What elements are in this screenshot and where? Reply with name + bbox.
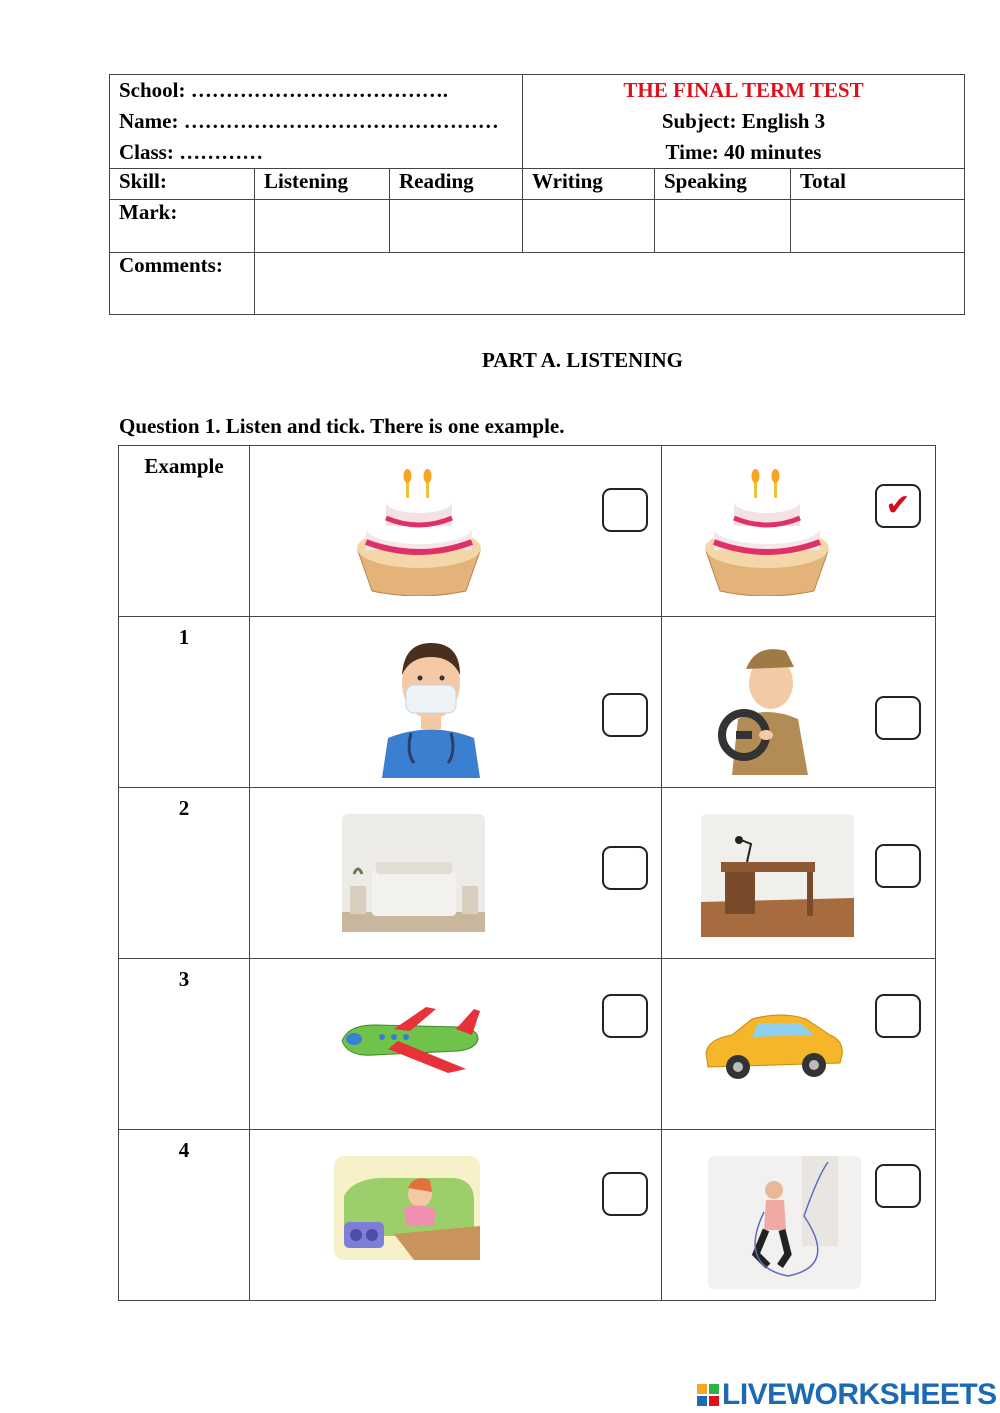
plane-icon bbox=[338, 1005, 484, 1077]
skill-reading: Reading bbox=[390, 169, 523, 200]
skill-listening: Listening bbox=[255, 169, 390, 200]
student-info-cell bbox=[110, 75, 523, 169]
table-row bbox=[119, 446, 936, 617]
liveworksheets-logo-icon bbox=[697, 1384, 719, 1406]
mark-label: Mark: bbox=[110, 200, 255, 253]
bedroom-icon bbox=[342, 814, 485, 932]
tick-box[interactable] bbox=[602, 693, 648, 737]
school-line: School: ………………………………. bbox=[119, 78, 449, 102]
birthday-cake-20-icon bbox=[696, 466, 838, 596]
tick-box[interactable] bbox=[875, 696, 921, 740]
mark-total[interactable] bbox=[791, 200, 965, 253]
tick-box[interactable] bbox=[875, 994, 921, 1038]
option-cell bbox=[250, 788, 662, 959]
subject: Subject: English 3 bbox=[661, 109, 826, 133]
table-row bbox=[119, 1130, 936, 1301]
option-cell bbox=[662, 959, 936, 1130]
tick-box[interactable] bbox=[602, 994, 648, 1038]
brand-name: LIVEWORKSHEETS bbox=[722, 1378, 997, 1411]
row-label: Example bbox=[119, 446, 250, 617]
table-row bbox=[119, 617, 936, 788]
doctor-icon bbox=[376, 633, 486, 778]
birthday-cake-16-icon bbox=[348, 466, 490, 596]
row-label: 1 bbox=[119, 617, 250, 788]
liveworksheets-logo bbox=[697, 1378, 997, 1412]
comments-field[interactable] bbox=[255, 253, 965, 315]
option-cell bbox=[250, 617, 662, 788]
row-label: 4 bbox=[119, 1130, 250, 1301]
skipping-icon bbox=[708, 1156, 861, 1289]
driver-icon bbox=[716, 639, 816, 775]
name-line: Name: ……………………………………… bbox=[119, 109, 499, 133]
option-cell bbox=[662, 788, 936, 959]
skill-speaking: Speaking bbox=[655, 169, 791, 200]
car-icon bbox=[702, 1011, 845, 1083]
listening-to-music-icon bbox=[334, 1156, 480, 1260]
study-room-icon bbox=[701, 814, 854, 937]
option-cell bbox=[662, 446, 936, 617]
header-table bbox=[109, 74, 965, 315]
time-limit: Time: 40 minutes bbox=[665, 140, 822, 164]
mark-listening[interactable] bbox=[255, 200, 390, 253]
mark-reading[interactable] bbox=[390, 200, 523, 253]
question-table bbox=[118, 445, 936, 1301]
skill-writing: Writing bbox=[523, 169, 655, 200]
test-info-cell bbox=[523, 75, 965, 169]
skill-total: Total bbox=[791, 169, 965, 200]
part-title: PART A. LISTENING bbox=[482, 348, 683, 372]
tick-box[interactable] bbox=[602, 488, 648, 532]
option-cell bbox=[250, 1130, 662, 1301]
table-row bbox=[119, 959, 936, 1130]
option-cell bbox=[662, 617, 936, 788]
tick-box[interactable] bbox=[875, 844, 921, 888]
tick-box[interactable] bbox=[602, 846, 648, 890]
row-label: 3 bbox=[119, 959, 250, 1130]
skill-label: Skill: bbox=[110, 169, 255, 200]
mark-speaking[interactable] bbox=[655, 200, 791, 253]
mark-writing[interactable] bbox=[523, 200, 655, 253]
table-row bbox=[119, 788, 936, 959]
option-cell bbox=[250, 959, 662, 1130]
row-label: 2 bbox=[119, 788, 250, 959]
option-cell bbox=[250, 446, 662, 617]
tick-box[interactable] bbox=[602, 1172, 648, 1216]
question-title: Question 1. Listen and tick. There is one example. bbox=[119, 414, 565, 438]
tick-box[interactable] bbox=[875, 1164, 921, 1208]
tick-box-checked[interactable]: ✔ bbox=[875, 484, 921, 528]
option-cell bbox=[662, 1130, 936, 1301]
class-line: Class: ………… bbox=[119, 140, 264, 164]
comments-label: Comments: bbox=[110, 253, 255, 315]
test-title: THE FINAL TERM TEST bbox=[623, 78, 864, 102]
